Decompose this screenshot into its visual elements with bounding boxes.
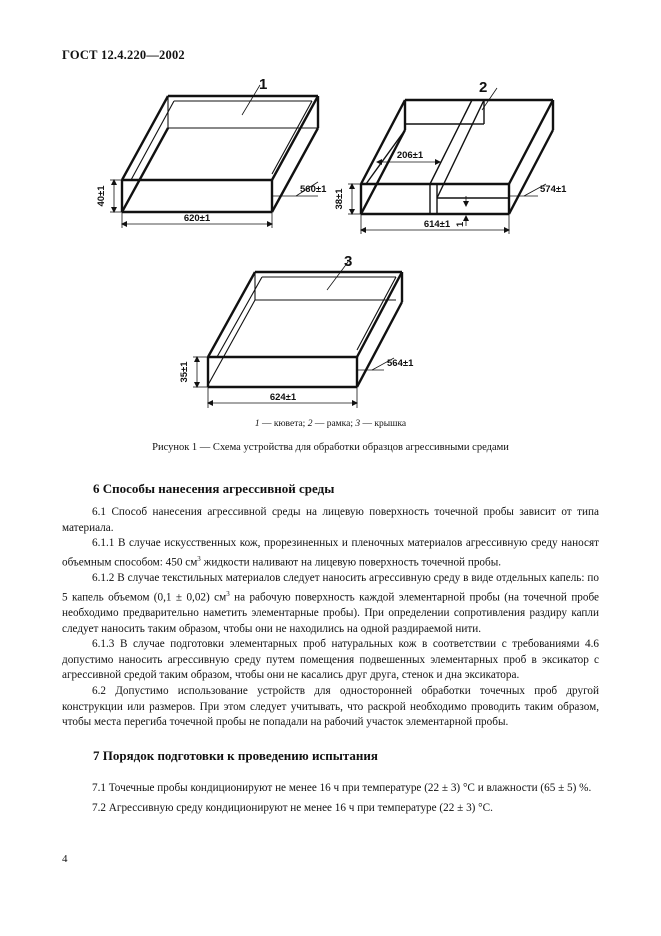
legend-text-1: — кювета; (259, 419, 308, 429)
legend-num-2: 2 (307, 419, 313, 429)
dim-length-624: 624±1 (269, 392, 297, 403)
dim-length-620: 620±1 (183, 213, 211, 224)
section-6-body (62, 505, 599, 731)
item-2-label: 2 (479, 79, 488, 96)
superscript-3: 3 (197, 554, 201, 563)
paragraph-6-1-1-text-end: жидкости наливают на лицевую поверхность точечной пробы. (200, 556, 502, 569)
section-7-body (62, 781, 599, 816)
dim-gap-1: 1 (455, 221, 466, 227)
paragraph-6-1-1-text: 6.1.1 В случае искусственных кож, прорезиненных и пленочных материалов агрессивную среду наносят объемным способом: 450 см (62, 537, 599, 569)
figure-legend (0, 419, 661, 429)
page-number: 4 (62, 853, 68, 865)
dim-width-574: 574±1 (540, 184, 567, 195)
dim-height-38: 38±1 (334, 188, 345, 210)
paragraph-6-2: 6.2 Допустимо использование устройств для односторонней обработки точечных проб другой конструкции или размеров. При этом следует учитывать, что раскрой необходимо проводить таким образом, чтобы места перегиба точечной пробы не попадали на рабочий участок элементарной пробы. (62, 685, 599, 729)
dim-width-564: 564±1 (387, 358, 414, 369)
section-6-title: 6 Способы нанесения агрессивной среды (93, 481, 335, 496)
frame-drawing (348, 88, 553, 234)
document-header: ГОСТ 12.4.220—2002 (62, 48, 185, 62)
device-schematic-figure (0, 0, 661, 415)
paragraph-6-1-2-text: 6.1.2 В случае текстильных материалов следует наносить агрессивную среду в виде отдельных капель: по 5 капель объемом (0,1 ± 0,02) см (62, 572, 599, 604)
paragraph-6-1-2 (62, 571, 599, 637)
legend-text-2: — рамка; (312, 419, 356, 429)
item-3-label: 3 (344, 253, 353, 270)
dim-width-560: 560±1 (300, 184, 327, 195)
paragraph-7-1: 7.1 Точечные пробы кондиционируют не менее 16 ч при температуре (22 ± 3) °С и влажности (65 ± 5) %. (92, 782, 592, 794)
legend-num-3: 3 (355, 419, 361, 429)
figure-caption: Рисунок 1 — Схема устройства для обработки образцов агрессивными средами (152, 442, 509, 453)
dim-length-614: 614±1 (423, 219, 451, 230)
paragraph-6-1-3: 6.1.3 В случае подготовки элементарных проб натуральных кож в соответствии с требованиями 4.6 допустимо наносить агрессивную среду путем помещения подвешенных элементарных проб в эксикатор с агрессивной средой таким образом, чтобы они не касались друг друга, стенок и дна эксикатора. (62, 638, 599, 682)
legend-text-3: — крышка (360, 419, 407, 429)
paragraph-6-1-1 (62, 536, 599, 571)
cuvette-drawing (110, 85, 318, 228)
lid-drawing (193, 262, 402, 408)
paragraph-6-1-2-text-end: на рабочую поверхность каждой элементарной пробы (на точечной пробе необходимо предварительно наметить элементарные пробы). При определении сопротивления раздиру капли следует наносить таким образом, чтобы они не находились на одной раздираемой нити. (62, 591, 600, 635)
paragraph-6-1: 6.1 Способ нанесения агрессивной среды на лицевую поверхность точечной пробы зависит от типа материала. (62, 506, 599, 534)
dim-height-40: 40±1 (96, 185, 107, 207)
dim-height-35: 35±1 (179, 361, 190, 383)
dim-inner-206: 206±1 (396, 150, 424, 161)
superscript-3: 3 (226, 589, 230, 598)
item-1-label: 1 (259, 76, 268, 93)
legend-num-1: 1 (254, 419, 260, 429)
section-7-title: 7 Порядок подготовки к проведению испытания (93, 748, 378, 763)
paragraph-7-2: 7.2 Агрессивную среду кондиционируют не менее 16 ч при температуре (22 ± 3) °С. (92, 801, 493, 814)
